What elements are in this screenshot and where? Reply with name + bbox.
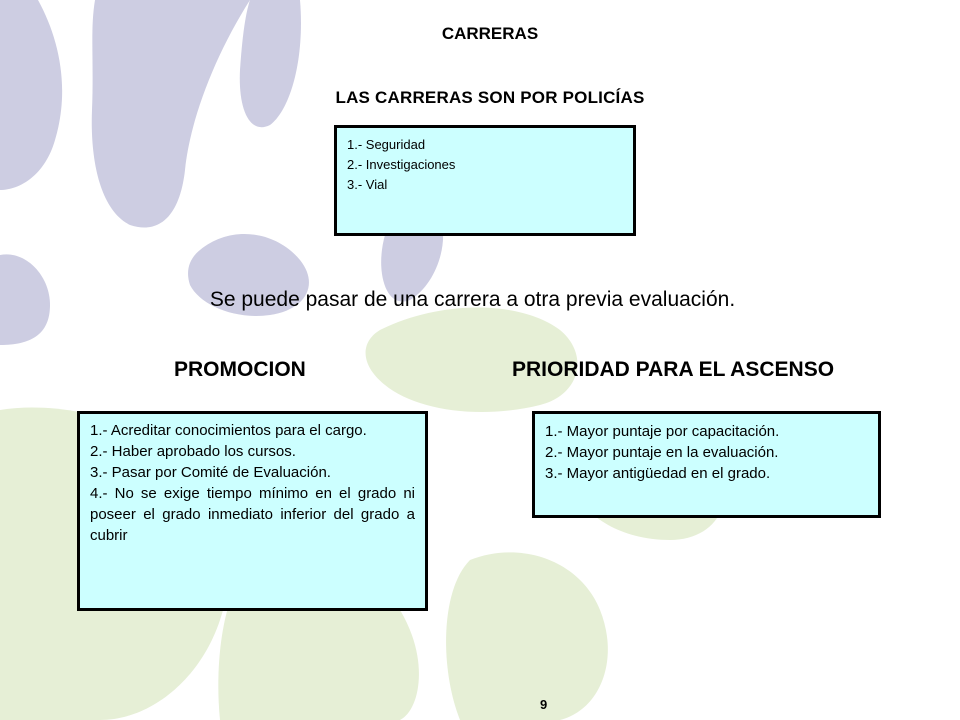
priority-heading: PRIORIDAD PARA EL ASCENSO xyxy=(512,358,835,381)
careers-list-box xyxy=(334,125,636,236)
page-subtitle: LAS CARRERAS SON POR POLICÍAS xyxy=(335,88,645,107)
lavender-petal-top-right xyxy=(240,0,301,127)
promotion-requirement-item: 3.- Pasar por Comité de Evaluación. xyxy=(90,464,331,481)
priority-criterion-item: 3.- Mayor antigüedad en el grado. xyxy=(545,465,771,482)
promotion-requirement-item: 1.- Acreditar conocimientos para el cargo. xyxy=(90,422,367,439)
promotion-heading: PROMOCION xyxy=(174,358,306,381)
page-title: CARRERAS xyxy=(441,24,539,43)
promotion-priority-box xyxy=(532,411,881,518)
promotion-requirement-item: 2.- Haber aprobado los cursos. xyxy=(90,443,296,460)
priority-criterion-item: 1.- Mayor puntaje por capacitación. xyxy=(545,423,780,440)
green-petal-bottom-right xyxy=(446,552,608,720)
transfer-note: Se puede pasar de una carrera a otra previa evaluación. xyxy=(209,288,736,311)
priority-criterion-item: 2.- Mayor puntaje en la evaluación. xyxy=(545,444,779,461)
careers-list-item: 3.- Vial xyxy=(347,177,388,192)
careers-list-item: 1.- Seguridad xyxy=(347,137,426,152)
page-number: 9 xyxy=(540,697,548,712)
promotion-requirements-box xyxy=(77,411,428,611)
promotion-requirement-item: 4.- No se exige tiempo mínimo en el grado ni poseer el grado inmediato inferior del grado a cubrir xyxy=(90,485,415,544)
careers-list-item: 2.- Investigaciones xyxy=(347,157,456,172)
